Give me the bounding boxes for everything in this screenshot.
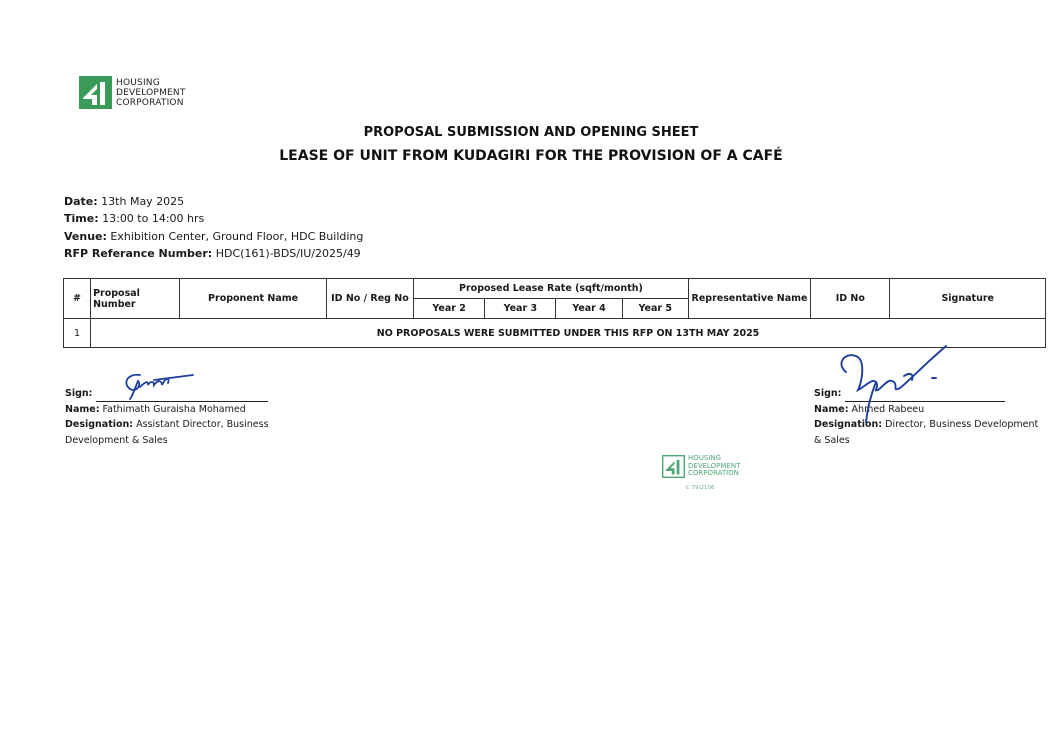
col-lease-rate: Proposed Lease Rate (sqft/month) bbox=[414, 279, 689, 299]
sign-line-left: Sign: bbox=[65, 386, 335, 402]
col-representative-name: Representative Name bbox=[688, 279, 810, 319]
sign-line-right: Sign: bbox=[814, 386, 1044, 402]
proposal-table bbox=[63, 278, 1046, 348]
stamp-code: C 79/2106 bbox=[686, 485, 715, 491]
col-year-5: Year 5 bbox=[622, 299, 688, 319]
company-name: HOUSING DEVELOPMENT CORPORATION bbox=[116, 77, 186, 108]
col-signature: Signature bbox=[890, 279, 1046, 319]
hdc-logo-icon bbox=[79, 76, 112, 109]
col-year-2: Year 2 bbox=[414, 299, 485, 319]
signature-left-icon bbox=[118, 367, 198, 401]
signature-right-icon bbox=[836, 342, 951, 430]
row-number: 1 bbox=[64, 319, 91, 348]
stamp-text: HOUSING DEVELOPMENT CORPORATION bbox=[688, 454, 741, 478]
meta-date: Date: 13th May 2025 bbox=[64, 195, 185, 208]
no-proposals-message: NO PROPOSALS WERE SUBMITTED UNDER THIS RFP ON 13TH MAY 2025 bbox=[91, 319, 1046, 348]
meta-rfp-number: RFP Referance Number: HDC(161)-BDS/IU/2025/49 bbox=[64, 247, 361, 260]
page-title: PROPOSAL SUBMISSION AND OPENING SHEET bbox=[363, 125, 699, 140]
name-right: Name: Ahmed Rabeeu bbox=[814, 403, 925, 415]
company-stamp bbox=[662, 455, 740, 478]
name-left: Name: Fathimath Guraisha Mohamed bbox=[65, 403, 246, 415]
page-subtitle: LEASE OF UNIT FROM KUDAGIRI FOR THE PROVISION OF A CAFÉ bbox=[279, 148, 783, 164]
col-id-reg: ID No / Reg No bbox=[326, 279, 413, 319]
company-logo bbox=[79, 76, 186, 109]
designation-left: Designation: Assistant Director, Business Development & Sales bbox=[65, 419, 269, 446]
meta-time: Time: 13:00 to 14:00 hrs bbox=[64, 212, 205, 225]
col-proposal-number: Proposal Number bbox=[91, 279, 180, 319]
col-year-3: Year 3 bbox=[485, 299, 556, 319]
col-proponent-name: Proponent Name bbox=[180, 279, 326, 319]
stamp-logo-icon bbox=[662, 455, 685, 478]
signatory-left bbox=[65, 386, 335, 448]
meta-venue: Venue: Exhibition Center, Ground Floor, HDC Building bbox=[64, 230, 364, 243]
col-id-no: ID No bbox=[811, 279, 890, 319]
col-year-4: Year 4 bbox=[556, 299, 622, 319]
designation-right: Designation: Director, Business Development & Sales bbox=[814, 419, 1039, 446]
col-hash: # bbox=[64, 279, 91, 319]
